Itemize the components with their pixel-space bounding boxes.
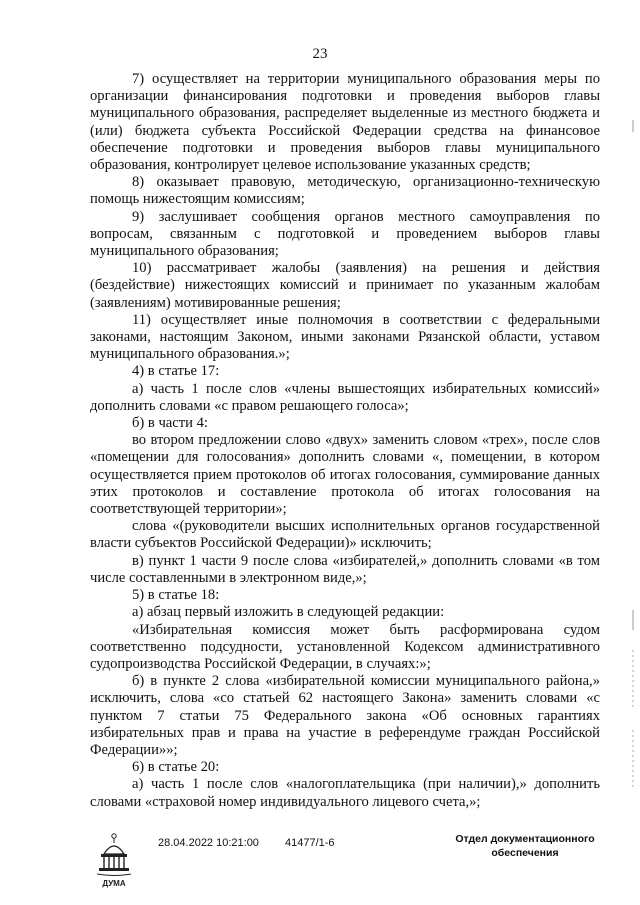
paragraph: 7) осуществляет на территории муниципального образования меры по организации финансирования подготовки и проведения выборов главы муниципального образования, распределяет выделенные из местного бюджета и (или) бюджета субъекта Российской Федерации средства на финансовое обеспечение подготовки и проведения выборов главы муниципального образования, контролирует целевое использование указанных средств;	[90, 71, 600, 174]
paragraph: в) пункт 1 части 9 после слова «избирателей,» дополнить словами «в том числе составленными в электронном виде,»;	[90, 552, 600, 586]
paragraph: б) в части 4:	[132, 415, 208, 432]
paragraph: а) абзац первый изложить в следующей редакции:	[132, 604, 445, 621]
timestamp: 28.04.2022 10:21:00	[158, 837, 259, 849]
paragraph: 10) рассматривает жалобы (заявления) на решения и действия (бездействие) нижестоящих комиссий и принимает по указанным жалобам (заявлениям) мотивированные решения;	[90, 260, 600, 311]
scan-edge-marks	[629, 90, 637, 810]
department-line: Отдел документационного	[455, 833, 595, 845]
paragraph: а) часть 1 после слов «члены вышестоящих избирательных комиссий» дополнить словами «с правом решающего голоса»;	[90, 380, 600, 414]
paragraph: слова «(руководители высших исполнительных органов государственной власти субъектов Российской Федерации)» исключить;	[90, 518, 600, 552]
paragraph: б) в пункте 2 слова «избирательной комиссии муниципального района,» исключить, слова «со статьей 62 настоящего Закона» заменить словами «с пунктом 7 статьи 75 Федерального закона «Об основных гарантиях избирательных прав и права на участие в референдуме граждан Российской Федерации»»;	[90, 673, 600, 758]
department-line: обеспечения	[491, 847, 559, 859]
paragraph: «Избирательная комиссия может быть расформирована судом соответственно подсудности, установленной Кодексом административного судопроизводства Российской Федерации, в случаях:»;	[90, 621, 600, 672]
paragraph: во втором предложении слово «двух» заменить словом «трех», после слов «помещении для голосования» дополнить словами «, помещении, в котором осуществляется прием протоколов об итогах голосования, суммирование данных этих протоколов и составление протокола об итогах голосования на соответствующей территории»;	[90, 432, 600, 518]
paragraph: 5) в статье 18:	[132, 587, 220, 604]
duma-logo-icon	[92, 830, 136, 892]
paragraph: 6) в статье 20:	[132, 759, 220, 776]
paragraph: а) часть 1 после слов «налогоплательщика (при наличии),» дополнить словами «страховой номер индивидуального лицевого счета,»;	[90, 776, 600, 810]
page-footer	[0, 826, 640, 896]
paragraph: 4) в статье 17:	[132, 363, 220, 380]
document-number: 41477/1-6	[285, 837, 335, 849]
page-number: 23	[312, 46, 328, 62]
paragraph: 8) оказывает правовую, методическую, организационно-техническую помощь нижестоящим комиссиям;	[90, 174, 600, 208]
document-body	[90, 71, 600, 811]
paragraph: 11) осуществляет иные полномочия в соответствии с федеральными законами, настоящим Законом, иными законами Рязанской области, уставом муниципального образования.»;	[90, 311, 600, 363]
logo-caption: ДУМА	[102, 879, 126, 888]
department-stamp	[440, 832, 610, 860]
paragraph: 9) заслушивает сообщения органов местного самоуправления по вопросам, связанным с подготовкой и проведением выборов главы муниципального образования;	[90, 208, 600, 260]
